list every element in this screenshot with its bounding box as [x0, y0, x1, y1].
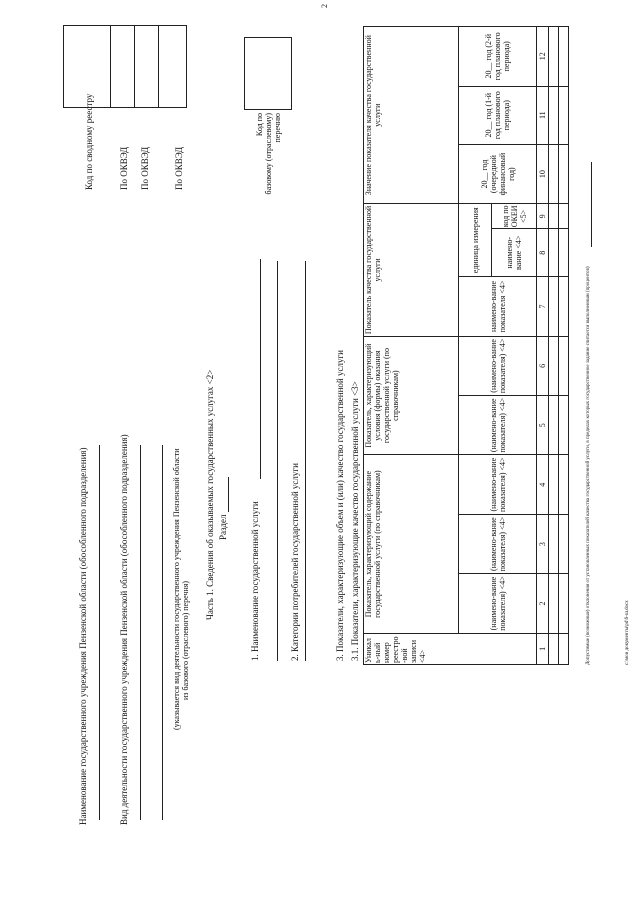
column-number: 8	[537, 229, 549, 277]
code-registry-label: Код по сводному реестру	[84, 93, 94, 190]
column-number: 5	[537, 396, 549, 455]
year-2: 20__ год (1-й год планового периода)	[459, 86, 537, 144]
activity-hint-line2: из базового (отраслевого) перечня)	[181, 580, 190, 700]
quality-table	[363, 26, 569, 665]
table-cell[interactable]	[549, 336, 559, 395]
quality-label: 3.1. Показатели, характеризующие качество государственной услуги <3>	[350, 381, 360, 661]
sub-indicator-name: наимено-вание показателя <4>	[459, 277, 537, 336]
section-label: Раздел	[218, 514, 228, 540]
code-registry-box[interactable]	[63, 25, 111, 108]
okved-box-2[interactable]	[134, 25, 159, 108]
activity-type-line-2	[162, 445, 163, 820]
table-cell[interactable]	[549, 514, 559, 573]
base-code-box[interactable]	[244, 37, 292, 110]
col-content-header: Показатель, характеризующий содержание государственной услуги (по справочникам)	[364, 455, 459, 633]
table-cell[interactable]	[559, 574, 569, 633]
activity-hint-line1: (указывается вид деятельности государственного учреждения Пензенской области	[172, 448, 181, 730]
column-number: 2	[537, 574, 549, 633]
sub-unit-code: код по ОКЕИ <5>	[492, 204, 537, 229]
table-cell[interactable]	[559, 277, 569, 336]
consumers-label: 2. Категории потребителей государственной услуги	[290, 463, 300, 661]
table-cell[interactable]	[549, 633, 559, 664]
table-cell[interactable]	[549, 144, 559, 203]
service-name-label: 1. Наименование государственной услуги	[250, 501, 260, 661]
column-number: 7	[537, 277, 549, 336]
table-cell[interactable]	[559, 144, 569, 203]
table-cell[interactable]	[559, 455, 569, 514]
base-code-line2: базовому (отраслевому)	[264, 113, 273, 195]
okved-box-1[interactable]	[110, 25, 135, 108]
file-path: c:\мои документы\pd\9-ш.docx	[625, 600, 630, 665]
year-1: 20__ год (очередной финансовый год)	[459, 144, 537, 203]
sub-name-indicator: (наимено-вание показателя) <4>	[459, 574, 537, 633]
table-cell[interactable]	[549, 455, 559, 514]
base-code-line3: перечню	[273, 113, 282, 143]
page-number: 2	[320, 4, 329, 8]
sub-unit: единица измерения	[459, 204, 492, 277]
col-value-header: Значение показателя качества государственной услуги	[364, 27, 459, 204]
table-cell[interactable]	[549, 204, 559, 229]
okved-label-1: По ОКВЭД	[119, 146, 129, 190]
table-cell[interactable]	[559, 633, 569, 664]
sub-name-indicator: (наимено-вание показателя) <4>	[459, 514, 537, 573]
okved-box-3[interactable]	[158, 25, 187, 108]
column-number: 4	[537, 455, 549, 514]
table-cell[interactable]	[559, 27, 569, 87]
base-code-line1: Код по	[255, 113, 264, 137]
year-3: 20__ год (2-й год планового периода)	[459, 27, 537, 87]
table-cell[interactable]	[559, 204, 569, 229]
service-name-line-2	[277, 261, 278, 661]
part-title: Часть 1. Сведения об оказываемых государственных услугах <2>	[205, 369, 215, 620]
table-cell[interactable]	[559, 229, 569, 277]
table-cell[interactable]	[549, 86, 559, 144]
column-number: 3	[537, 514, 549, 573]
activity-type-label: Вид деятельности государственного учреждения Пензенской области (обособленного подразделения)	[119, 434, 129, 825]
column-number: 6	[537, 336, 549, 395]
column-number: 1	[537, 633, 549, 664]
sub-name-indicator: (наимено-вание показателя) <4>	[459, 336, 537, 395]
okved-label-2: По ОКВЭД	[140, 146, 150, 190]
sub-name-indicator: (наимено-вание показателя) <4>	[459, 455, 537, 514]
column-number: 11	[537, 86, 549, 144]
service-name-line	[260, 259, 261, 479]
consumers-line	[305, 261, 306, 661]
col-quality-header: Показатель качества государственной услуги	[364, 204, 459, 336]
column-number: 9	[537, 204, 549, 229]
activity-type-line	[140, 445, 141, 820]
col-conditions-header: Показатель, характеризующий условия (формы) оказания государственной услуги (по справочникам)	[364, 336, 459, 455]
table-cell[interactable]	[559, 514, 569, 573]
table-cell[interactable]	[559, 396, 569, 455]
sub-name-indicator: (наимено-вание показателя) <4>	[459, 396, 537, 455]
deviation-note: Допустимые (возможные) отклонения от установленных показателей качества государственной услуги, в пределах которых государственное задание считается выполненным (процентов)	[586, 266, 591, 665]
table-cell[interactable]	[549, 396, 559, 455]
table-cell[interactable]	[559, 336, 569, 395]
column-number: 10	[537, 144, 549, 203]
institution-name-line	[99, 445, 100, 820]
institution-name-label: Наименование государственного учреждения Пензенской области (обособленного подразделения)	[78, 447, 88, 825]
table-cell[interactable]	[549, 229, 559, 277]
deviation-value-line	[591, 162, 592, 247]
section-number-line	[228, 477, 229, 512]
column-number: 12	[537, 27, 549, 87]
table-cell[interactable]	[549, 27, 559, 87]
col-unique-header: Уникаль-ный номер реестро-вой записи <4>	[364, 633, 537, 664]
table-cell[interactable]	[549, 277, 559, 336]
okved-label-3: По ОКВЭД	[174, 146, 184, 190]
sub-unit-name: наимено-вание <4>	[492, 229, 537, 277]
indicators-label: 3. Показатели, характеризующие объем и (или) качество государственной услуги	[335, 350, 345, 661]
table-cell[interactable]	[559, 86, 569, 144]
table-cell[interactable]	[549, 574, 559, 633]
